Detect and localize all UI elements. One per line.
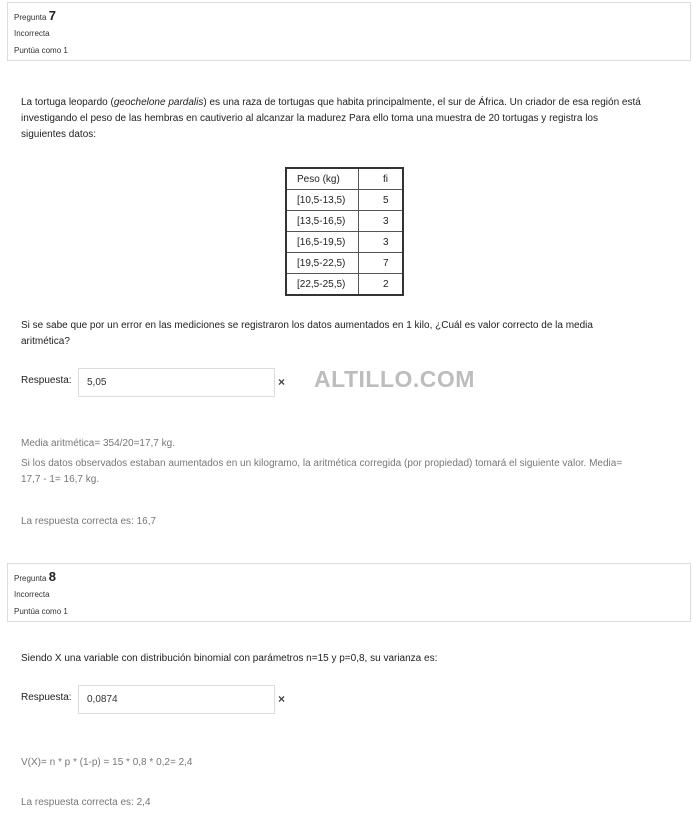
table-header-row — [286, 168, 403, 190]
table-row — [286, 232, 403, 253]
feedback-line-1: Media aritmética= 354/20=17,7 kg. — [21, 438, 175, 449]
question-8-prompt: Siendo X una variable con distribución binomial con parámetros n=15 y p=0,8, su varianza es: — [21, 653, 438, 664]
question-7-intro — [21, 95, 681, 143]
question-7-feedback — [21, 436, 681, 488]
answer-label: Respuesta: — [21, 692, 72, 703]
cell-interval: [22,5-25,5) — [286, 274, 359, 296]
prompt-line-2: aritmética? — [21, 336, 70, 347]
cell-frequency: 7 — [359, 253, 403, 274]
cell-interval: [13,5-16,5) — [286, 211, 359, 232]
watermark-logo: ALTILLO.COM — [314, 366, 475, 392]
question-number: 7 — [48, 8, 56, 23]
table-row — [286, 253, 403, 274]
incorrect-x-icon: × — [278, 375, 286, 389]
question-label: Pregunta — [14, 13, 47, 22]
table-row — [286, 190, 403, 211]
table-row — [286, 274, 403, 296]
answer-input[interactable] — [78, 368, 275, 397]
cell-interval: [10,5-13,5) — [286, 190, 359, 211]
question-8-score: Puntúa como 1 — [14, 607, 68, 616]
incorrect-x-icon: × — [278, 692, 286, 706]
question-8-number-line — [14, 569, 56, 584]
question-8-info — [7, 563, 691, 622]
frequency-table — [285, 167, 404, 296]
answer-input[interactable] — [78, 685, 275, 714]
feedback-line-2: Si los datos observados estaban aumentados en un kilogramo, la aritmética corregida (por propiedad) tomará el siguiente valor. Media= — [21, 458, 623, 469]
species-name: geochelone pardalis — [113, 97, 204, 108]
question-8-correct-answer: La respuesta correcta es: 2,4 — [21, 797, 151, 808]
feedback-line-3: 17,7 - 1= 16,7 kg. — [21, 474, 100, 485]
question-7-prompt — [21, 318, 681, 350]
question-8-status: Incorrecta — [14, 590, 50, 599]
cell-frequency: 5 — [359, 190, 403, 211]
header-peso: Peso (kg) — [286, 168, 359, 190]
cell-interval: [16,5-19,5) — [286, 232, 359, 253]
question-7-status: Incorrecta — [14, 29, 50, 38]
question-label: Pregunta — [14, 574, 47, 583]
question-number: 8 — [48, 569, 56, 584]
cell-frequency: 3 — [359, 211, 403, 232]
header-fi: fi — [359, 168, 403, 190]
question-7-score: Puntúa como 1 — [14, 46, 68, 55]
table-row — [286, 211, 403, 232]
question-7-number-line — [14, 8, 56, 23]
cell-frequency: 2 — [359, 274, 403, 296]
intro-line-3: siguientes datos: — [21, 129, 97, 140]
question-7-correct-answer: La respuesta correcta es: 16,7 — [21, 516, 157, 527]
intro-line-1: La tortuga leopardo (geochelone pardalis) es una raza de tortugas que habita principalmente, el sur de África. Un criador de esa región está — [21, 97, 641, 108]
cell-interval: [19,5-22,5) — [286, 253, 359, 274]
prompt-line-1: Si se sabe que por un error en las mediciones se registraron los datos aumentados en 1 kilo, ¿Cuál es valor correcto de la media — [21, 320, 593, 331]
intro-line-2: investigando el peso de las hembras en cautiverio al alcanzar la madurez Para ello toma una muestra de 20 tortugas y registra los — [21, 113, 598, 124]
question-8-feedback: V(X)= n * p * (1-p) = 15 * 0,8 * 0,2= 2,4 — [21, 757, 193, 768]
answer-label: Respuesta: — [21, 375, 72, 386]
question-7-info — [7, 2, 691, 61]
cell-frequency: 3 — [359, 232, 403, 253]
